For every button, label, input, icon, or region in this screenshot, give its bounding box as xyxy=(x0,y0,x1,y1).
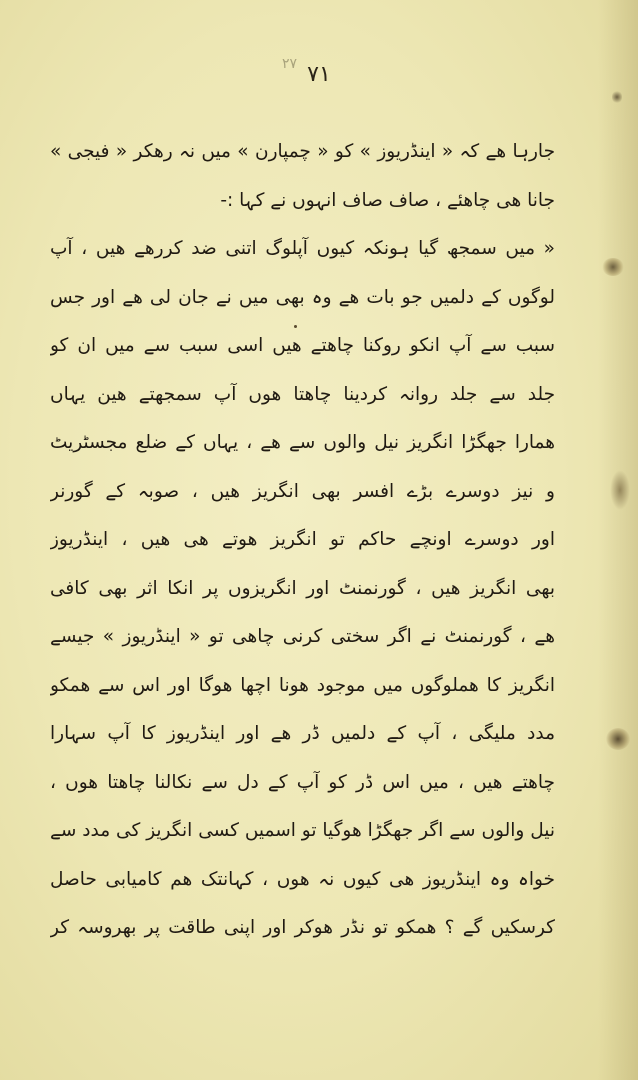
text-line: « میں سمجھ گیا ہونکہ کیوں آپلوگ اتنی ضد کررھے ھیں ، آپ xyxy=(50,238,555,259)
page-number: ۷۱ xyxy=(307,62,331,87)
text-line: جانا ھی چاھئے ، صاف صاف انہوں نے کہا :- xyxy=(220,189,555,211)
text-line: جارہا ھے کہ « اینڈریوز » کو « چمپارن » میں نہ رھکر « فیجی » xyxy=(50,141,555,162)
text-line: ھمارا جھگڑا انگریز نیل والوں سے ھے ، یہاں کے ضلع مجسٹریٹ xyxy=(50,432,555,453)
page-edge-shadow xyxy=(598,0,638,1080)
text-line: اور دوسرے اونچے حاکم تو انگریز ھوتے ھی ھیں ، اینڈریوز xyxy=(50,529,555,550)
ink-speck xyxy=(294,325,297,328)
paper-stain xyxy=(602,258,624,276)
pencil-page-number: ۲۷ xyxy=(282,56,298,72)
text-line: انگریز کا ھملوگوں میں موجود ھونا اچھا ھوگا اور اس سے ھمکو xyxy=(50,674,555,696)
body-text xyxy=(50,128,555,953)
text-line: مدد ملیگی ، آپ کے دلمیں ڈر ھے اور اینڈریوز کا آپ سہارا xyxy=(50,723,555,744)
paper-stain xyxy=(610,470,630,510)
text-line: نیل والوں سے اگر جھگڑا ھوگیا تو اسمیں کسی انگریز کی مدد سے xyxy=(50,820,555,841)
text-line: خواہ وہ اینڈریوز ھی کیوں نہ ھوں ، کہانتک ھم کامیابی حاصل xyxy=(50,868,555,890)
text-line: و نیز دوسرے بڑے افسر بھی انگریز ھیں ، صوبہ کے گورنر xyxy=(50,480,555,502)
text-line: لوگوں کے دلمیں جو بات ھے وہ بھی میں نے جان لی ھے اور جس xyxy=(50,286,555,308)
text-line: ھے ، گورنمنٹ نے اگر سختی کرنی چاھی تو « اینڈریوز » جیسے xyxy=(50,626,555,647)
paper-stain xyxy=(612,90,622,104)
text-line: بھی انگریز ھیں ، گورنمنٹ اور انگریزوں پر انکا اثر بھی کافی xyxy=(50,577,555,599)
paper-stain xyxy=(606,728,630,750)
text-line: چاھتے ھیں ، میں اس ڈر کو آپ کے دل سے نکالنا چاھتا ھوں ، xyxy=(50,771,555,793)
text-line: سبب سے آپ انکو روکنا چاھتے ھیں اسی سبب سے میں ان کو xyxy=(50,335,555,356)
text-line: کرسکیں گے ؟ ھمکو تو نڈر ھوکر اور اپنی طاقت پر بھروسہ کر xyxy=(50,917,555,938)
text-line: جلد سے جلد روانہ کردینا چاھتا ھوں آپ سمجھتے ھین یہاں xyxy=(50,383,555,405)
